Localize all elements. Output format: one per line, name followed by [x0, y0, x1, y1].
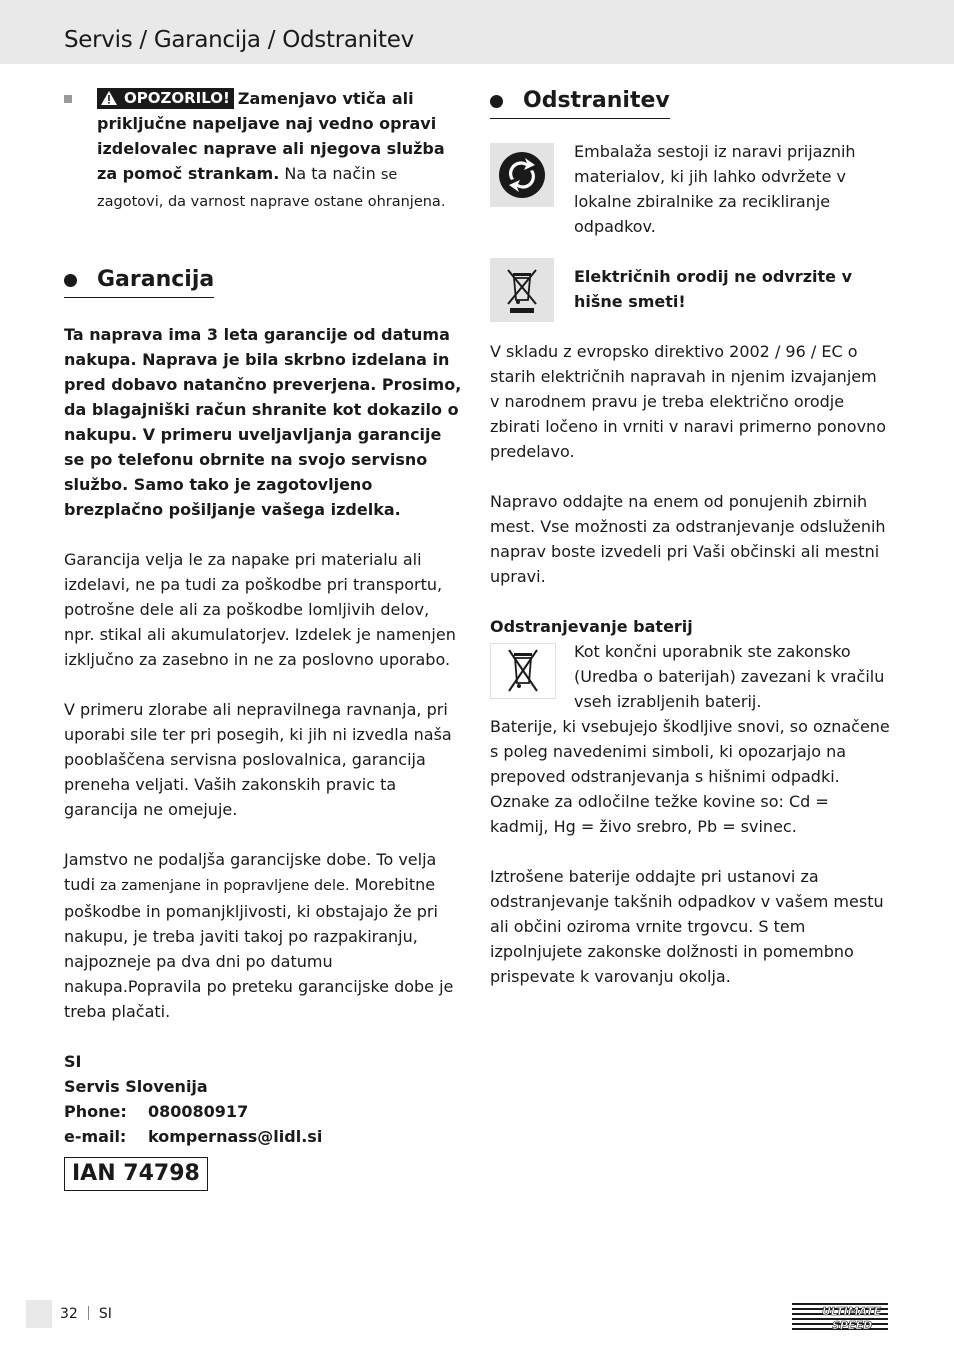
- heading-dot-icon: [490, 95, 503, 108]
- svg-text:SPEED: SPEED: [832, 1319, 873, 1332]
- garancija-heading: [64, 265, 214, 298]
- email-value: kompernass@lidl.si: [148, 1127, 323, 1146]
- left-column: [64, 86, 464, 1191]
- svg-text:ULTIMATE: ULTIMATE: [822, 1305, 882, 1318]
- garancija-para-1: Garancija velja le za napake pri materialu ali izdelavi, ne pa tudi za poškodbe pri transportu, potrošne dele ali za poškodbe lomljivih delov, npr. stikal ali akumulatorjev. Izdelek je namenjen izključno za zasebno in ne za poslovno uporabo.: [64, 550, 456, 669]
- battery-heading: Odstranjevanje baterij: [490, 617, 693, 636]
- garancija-para-3b: za zamenjane in popravljene dele.: [100, 878, 350, 894]
- odstranitev-heading: [490, 86, 670, 119]
- tools-row: [490, 264, 890, 330]
- directive-text: V skladu z evropsko direktivo 2002 / 96 / EC o starih električnih napravah in njenim izvajanjem v narodnem pravu je treba električno orodje zbirati ločeno in vrniti v naravi primerno ponovno predelavo.: [490, 342, 886, 461]
- odstranitev-heading-label: Odstranitev: [523, 88, 670, 113]
- bullet-square-icon: [64, 95, 72, 103]
- footer-square: [26, 1300, 52, 1328]
- tools-warning: Električnih orodij ne odvrzite v hišne smeti!: [574, 267, 852, 311]
- warning-block: [64, 86, 464, 215]
- crossed-bin-icon-box: [490, 258, 554, 322]
- crossed-bin-icon: [502, 264, 542, 316]
- heading-dot-icon: [64, 274, 77, 287]
- right-column: [490, 86, 890, 989]
- collection-text: Napravo oddajte na enem od ponujenih zbirnih mest. Vse možnosti za odstranjevanje odsluženih naprav boste izvedeli pri Vaši občinski ali mestni upravi.: [490, 492, 886, 586]
- packaging-row: [490, 139, 890, 239]
- warning-normal-text-1: Na ta način: [279, 164, 376, 183]
- contact-country: SI: [64, 1052, 82, 1071]
- warning-bold-text: Zamenjavo vtiča ali priključne napeljave naj vedno opravi izdelovalec naprave ali njegova služba za pomoč strankam.: [97, 89, 445, 183]
- contact-phone-row: [64, 1099, 464, 1124]
- battery-return-text: Iztrošene baterije oddajte pri ustanovi za odstranjevanje takšnih odpadkov v vašem mestu ali občini oziroma vrnite trgovcu. S tem izpolnjujete zakonske dolžnosti in pomembno prispevate k varovanju okolja.: [490, 867, 884, 986]
- email-label: e-mail:: [64, 1127, 127, 1146]
- garancija-para-3c: Morebitne poškodbe in pomanjkljivosti, ki obstajajo že pri nakupu, je treba javiti takoj po razpakiranju, najpozneje pa dva dni po datumu nakupa.Popravila po preteku garancijske dobe je treba plačati.: [64, 875, 454, 1021]
- recycle-icon-box: [490, 143, 554, 207]
- packaging-text: Embalaža sestoji iz naravi prijaznih materialov, ki jih lahko odvržete v lokalne zbiralnike za recikliranje odpadkov.: [574, 142, 856, 236]
- battery-text-2: Baterije, ki vsebujejo škodljive snovi, so označene s poleg navedenimi simboli, ki opozarjajo na prepoved odstranjevanja s hišnimi odpadki. Oznake za odločilne težke kovine so: Cd = kadmij, Hg = živo srebro, Pb = svinec.: [490, 717, 890, 836]
- battery-icon-box: [490, 643, 556, 699]
- footer-language: SI: [98, 1306, 112, 1322]
- crossed-battery-bin-icon: [503, 647, 543, 695]
- phone-value: 080080917: [148, 1102, 249, 1121]
- ian-box: IAN 74798: [64, 1157, 208, 1191]
- page-title: Servis / Garancija / Odstranitev: [64, 27, 414, 53]
- contact-block: [64, 1049, 464, 1149]
- battery-text-1: Kot končni uporabnik ste zakonsko (Uredba o baterijah) zavezani k vračilu vseh izrabljenih baterij.: [574, 642, 885, 711]
- garancija-para-3a: Jamstvo ne podaljša garancijske dobe. To velja tudi: [64, 850, 437, 894]
- warning-badge-label: OPOZORILO!: [124, 89, 230, 107]
- warning-normal-text-2: se zagotovi, da varnost naprave ostane ohranjena.: [97, 167, 446, 210]
- footer-page-info: [60, 1306, 112, 1322]
- footer-separator: [88, 1306, 89, 1320]
- garancija-intro: Ta naprava ima 3 leta garancije od datuma nakupa. Naprava je bila skrbno izdelana in pred dobavo natančno preverjena. Prosimo, da blagajniški račun shranite kot dokazilo o nakupu. V primeru uveljavljanja garancije se po telefonu obrnite na svojo servisno službo. Samo tako je zagotovljeno brezplačno pošiljanje vašega izdelka.: [64, 325, 462, 519]
- garancija-para-2: V primeru zlorabe ali nepravilnega ravnanja, pri uporabi sile ter pri posegih, ki jih ni izvedla naša pooblaščena servisna poslovalnica, garancija preneha veljati. Vaših zakonskih pravic ta garancija ne omejuje.: [64, 700, 452, 819]
- page-number: 32: [60, 1306, 78, 1322]
- phone-label: Phone:: [64, 1102, 127, 1121]
- ultimate-speed-logo: [792, 1300, 892, 1336]
- recycle-icon: [497, 150, 547, 200]
- contact-email-row: [64, 1124, 464, 1149]
- warning-triangle-icon: [100, 90, 118, 106]
- contact-name: Servis Slovenija: [64, 1077, 208, 1096]
- warning-badge: [97, 88, 234, 109]
- garancija-heading-label: Garancija: [97, 267, 215, 292]
- battery-row: [490, 639, 890, 839]
- garancija-para-3: [64, 847, 464, 1024]
